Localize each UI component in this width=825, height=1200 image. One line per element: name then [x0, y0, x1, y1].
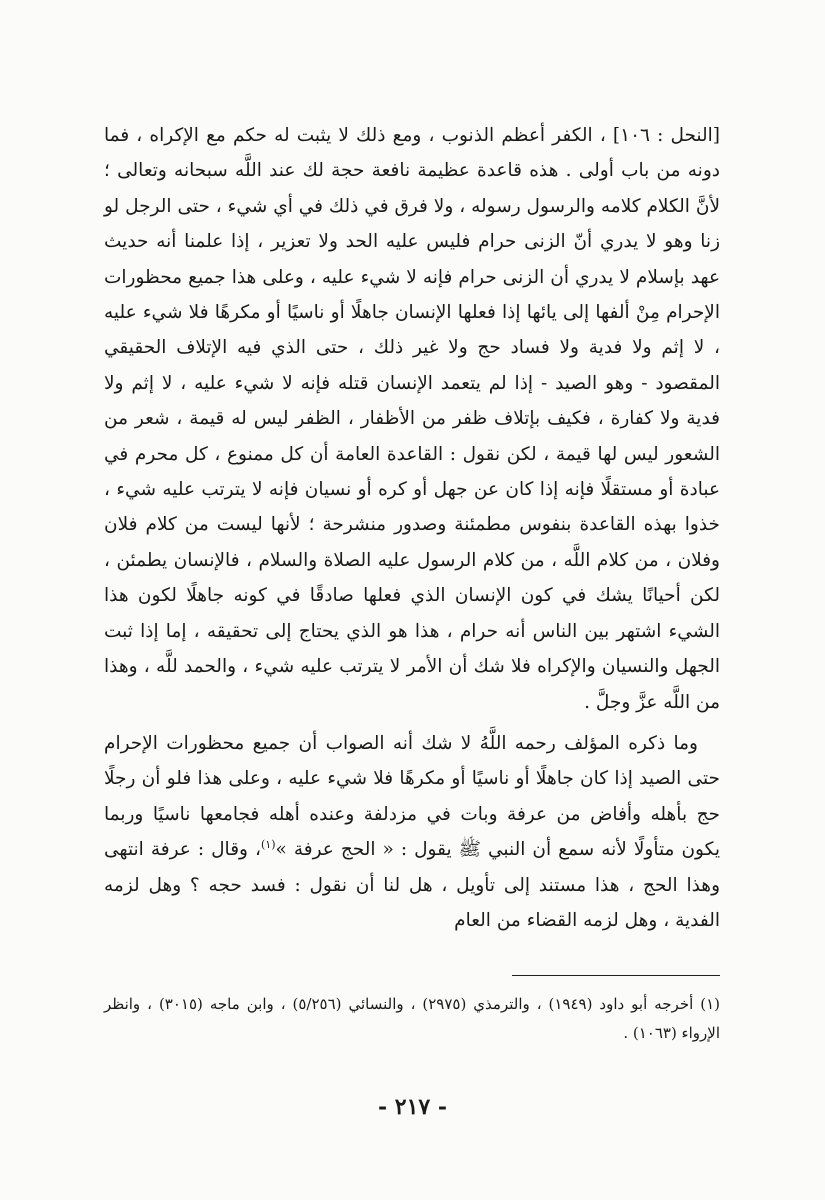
- footnote-separator: [512, 975, 720, 976]
- page-number: - ٢١٧ -: [377, 1094, 448, 1120]
- main-text: [104, 118, 720, 938]
- paragraph-1: [النحل : ١٠٦] ، الكفر أعظم الذنوب ، ومع ذلك لا يثبت له حكم مع الإكراه ، فما دونه من باب أولى . هذه قاعدة عظيمة نافعة حجة لك عند اللَّه سبحانه وتعالى ؛ لأنَّ الكلام كلامه والرسول رسوله ، ولا فرق في ذلك في أي شيء ، حتى الرجل لو زنا وهو لا يدري أنّ الزنى حرام فليس عليه الحد ولا تعزير ، إذا علمنا أنه حديث عهد بإسلام لا يدري أن الزنى حرام فإنه لا شيء عليه ، وعلى هذا جميع محظورات الإحرام مِنْ ألفها إلى يائها إذا فعلها الإنسان جاهلًا أو ناسيًا أو مكرهًا فلا شيء عليه ، لا إثم ولا فدية ولا فساد حج ولا غير ذلك ، حتى الذي فيه الإتلاف الحقيقي المقصود - وهو الصيد - إذا لم يتعمد الإنسان قتله فإنه لا شيء عليه ، لا إثم ولا فدية ولا كفارة ، فكيف بإتلاف ظفر من الأظفار ، الظفر ليس له قيمة ، شعر من الشعور ليس لها قيمة ، لكن نقول : القاعدة العامة أن كل ممنوع ، كل محرم في عبادة أو مستقلًا فإنه إذا كان عن جهل أو كره أو نسيان فإنه لا يترتب عليه شيء ، خذوا بهذه القاعدة بنفوس مطمئنة وصدور منشرحة ؛ لأنها ليست من كلام فلان وفلان ، من كلام اللَّه ، من كلام الرسول عليه الصلاة والسلام ، فالإنسان يطمئن ، لكن أحيانًا يشك في كون الإنسان الذي فعلها صادقًا في كونه جاهلًا لكون هذا الشيء اشتهر بين الناس أنه حرام ، هذا هو الذي يحتاج إلى تحقيقه ، إما إذا ثبت الجهل والنسيان والإكراه فلا شك أن الأمر لا يترتب عليه شيء ، والحمد للَّه ، وهذا من اللَّه عزَّ وجلَّ .: [104, 125, 720, 713]
- footnote-1: (١) أخرجه أبو داود (١٩٤٩) ، والترمذي (٢٩٧٥) ، والنسائي (٥/٢٥٦) ، وابن ماجه (٣٠١٥) ، وانظر الإرواء (١٠٦٣) .: [104, 995, 720, 1042]
- footnote-reference[interactable]: (١): [260, 837, 276, 851]
- paragraph-2: [104, 726, 720, 938]
- paragraph-2-start: وما ذكره المؤلف رحمه اللَّهُ لا شك أنه الصواب أن جميع محظورات الإحرام حتى الصيد إذا كان جاهلًا أو ناسيًا أو مكرهًا فلا شيء عليه ، وعلى هذا فلو أن رجلًا حج بأهله وأفاض من عرفة وبات في مزدلفة وعنده أهله فجامعها ناسيًا وربما يكون متأولًا لأنه سمع أن النبي ﷺ يقول : « الحج عرفة »: [104, 732, 720, 861]
- paragraph-2-end: ، وقال : عرفة انتهى وهذا الحج ، هذا مستند إلى تأويل ، هل لنا أن نقول : فسد حجه ؟ وهل لزمه الفدية ، وهل لزمه القضاء من العام: [104, 839, 720, 931]
- footnote-area: [104, 990, 720, 1048]
